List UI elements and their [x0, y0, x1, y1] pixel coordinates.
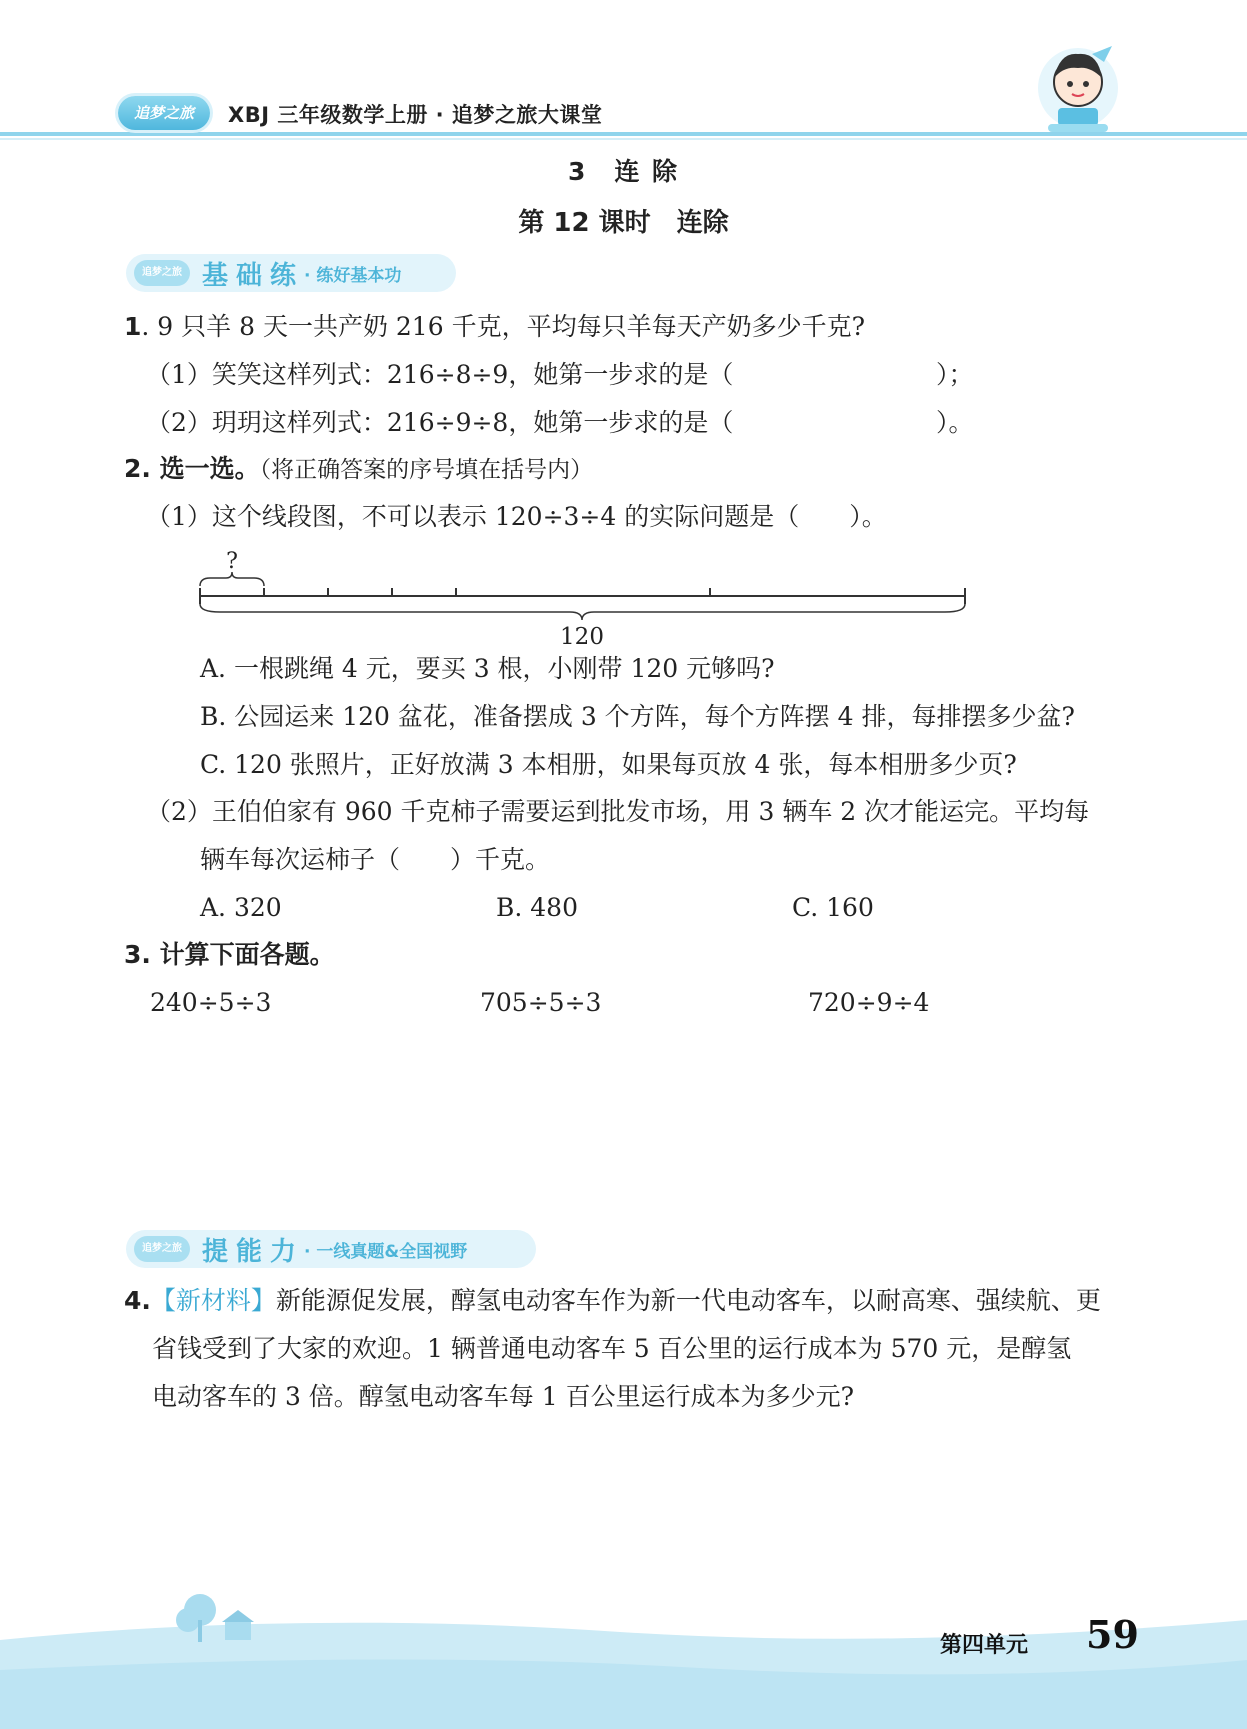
question-number: 3 [124, 940, 142, 969]
question-1 [124, 312, 865, 342]
lesson-title: 第 12 课时 连除 [518, 208, 729, 238]
option-a: A. 一根跳绳 4 元，要买 3 根，小刚带 120 元够吗? [200, 654, 775, 683]
question-4: 4.【新材料】新能源促发展，醇氢电动客车作为新一代电动客车，以耐高寒、强续航、更 [124, 1286, 1101, 1315]
question-text: 新能源促发展，醇氢电动客车作为新一代电动客车，以耐高寒、强续航、更 [275, 1286, 1101, 1315]
page-number: 59 [1086, 1612, 1139, 1657]
part-text: （2）玥玥这样列式：216÷9÷8，她第一步求的是（ [146, 408, 734, 437]
house-icon [222, 1610, 254, 1640]
section-name: 提能力 [202, 1236, 305, 1267]
bottom-brace [200, 604, 965, 620]
calc-item: 720÷9÷4 [808, 988, 930, 1017]
question-2-part-1: （1）这个线段图，不可以表示 120÷3÷4 的实际问题是（ ）。 [146, 502, 887, 531]
section-header-ability [126, 1230, 536, 1268]
part-text: （1）笑笑这样列式：216÷8÷9，她第一步求的是（ [146, 360, 734, 389]
section-badge: 追梦之旅 [134, 1236, 190, 1262]
question-4-line-3: 电动客车的 3 倍。醇氢电动客车每 1 百公里运行成本为多少元? [152, 1382, 855, 1411]
option-c: C. 160 [792, 893, 874, 922]
option-b: B. 公园运来 120 盆花，准备摆成 3 个方阵，每个方阵摆 4 排，每排摆多少盆? [200, 702, 1075, 731]
brand-logo: 追梦之旅 [118, 96, 210, 130]
question-number: 4 [124, 1286, 142, 1315]
answer-blank-end: ）。 [936, 408, 974, 437]
question-stem: . 计算下面各题。 [141, 940, 335, 969]
unit-title: 3 连 除 [567, 157, 680, 186]
question-stem: . 选一选。 [141, 454, 260, 483]
question-number: 2 [124, 454, 142, 483]
question-note: （将正确答案的序号填在括号内） [259, 457, 594, 483]
question-stem: . 9 只羊 8 天一共产奶 216 千克，平均每只羊每天产奶多少千克? [141, 312, 865, 341]
calc-item: 240÷5÷3 [150, 988, 272, 1017]
option-c: C. 120 张照片，正好放满 3 本相册，如果每页放 4 张，每本相册多少页? [200, 750, 1017, 779]
section-badge: 追梦之旅 [134, 260, 190, 286]
footer-unit: 第四单元 [940, 1633, 1029, 1658]
section-name: 基础练 [202, 260, 305, 291]
material-tag: 【新材料】 [150, 1286, 276, 1315]
question-mark-label: ? [226, 549, 238, 574]
top-brace [200, 572, 264, 586]
question-2-part-2: （2）王伯伯家有 960 千克柿子需要运到批发市场，用 3 辆车 2 次才能运完。平均每 [146, 797, 1090, 826]
question-4-line-2: 省钱受到了大家的欢迎。1 辆普通电动客车 5 百公里的运行成本为 570 元，是醇氢 [152, 1334, 1072, 1363]
question-3 [124, 940, 335, 970]
question-number: 1 [124, 312, 142, 341]
question-1-part-2 [146, 408, 733, 438]
section-subtitle: · 一线真题&全国视野 [304, 1241, 468, 1262]
option-b: B. 480 [496, 893, 578, 922]
section-header-basic [126, 254, 456, 292]
footer-decoration [0, 1580, 1247, 1729]
option-a: A. 320 [200, 893, 282, 922]
question-2-part-2-cont: 辆车每次运柿子（ ）千克。 [200, 845, 551, 874]
line-segment-diagram [190, 546, 980, 646]
section-subtitle: · 练好基本功 [304, 265, 402, 286]
question-1-part-1 [146, 360, 733, 390]
question-2 [124, 454, 593, 485]
mascot-icon [1038, 46, 1118, 132]
header-title: XBJ 三年级数学上册 · 追梦之旅大课堂 [228, 103, 603, 127]
total-label: 120 [560, 624, 604, 646]
calc-item: 705÷5÷3 [480, 988, 602, 1017]
answer-blank-end: ）； [936, 360, 974, 389]
